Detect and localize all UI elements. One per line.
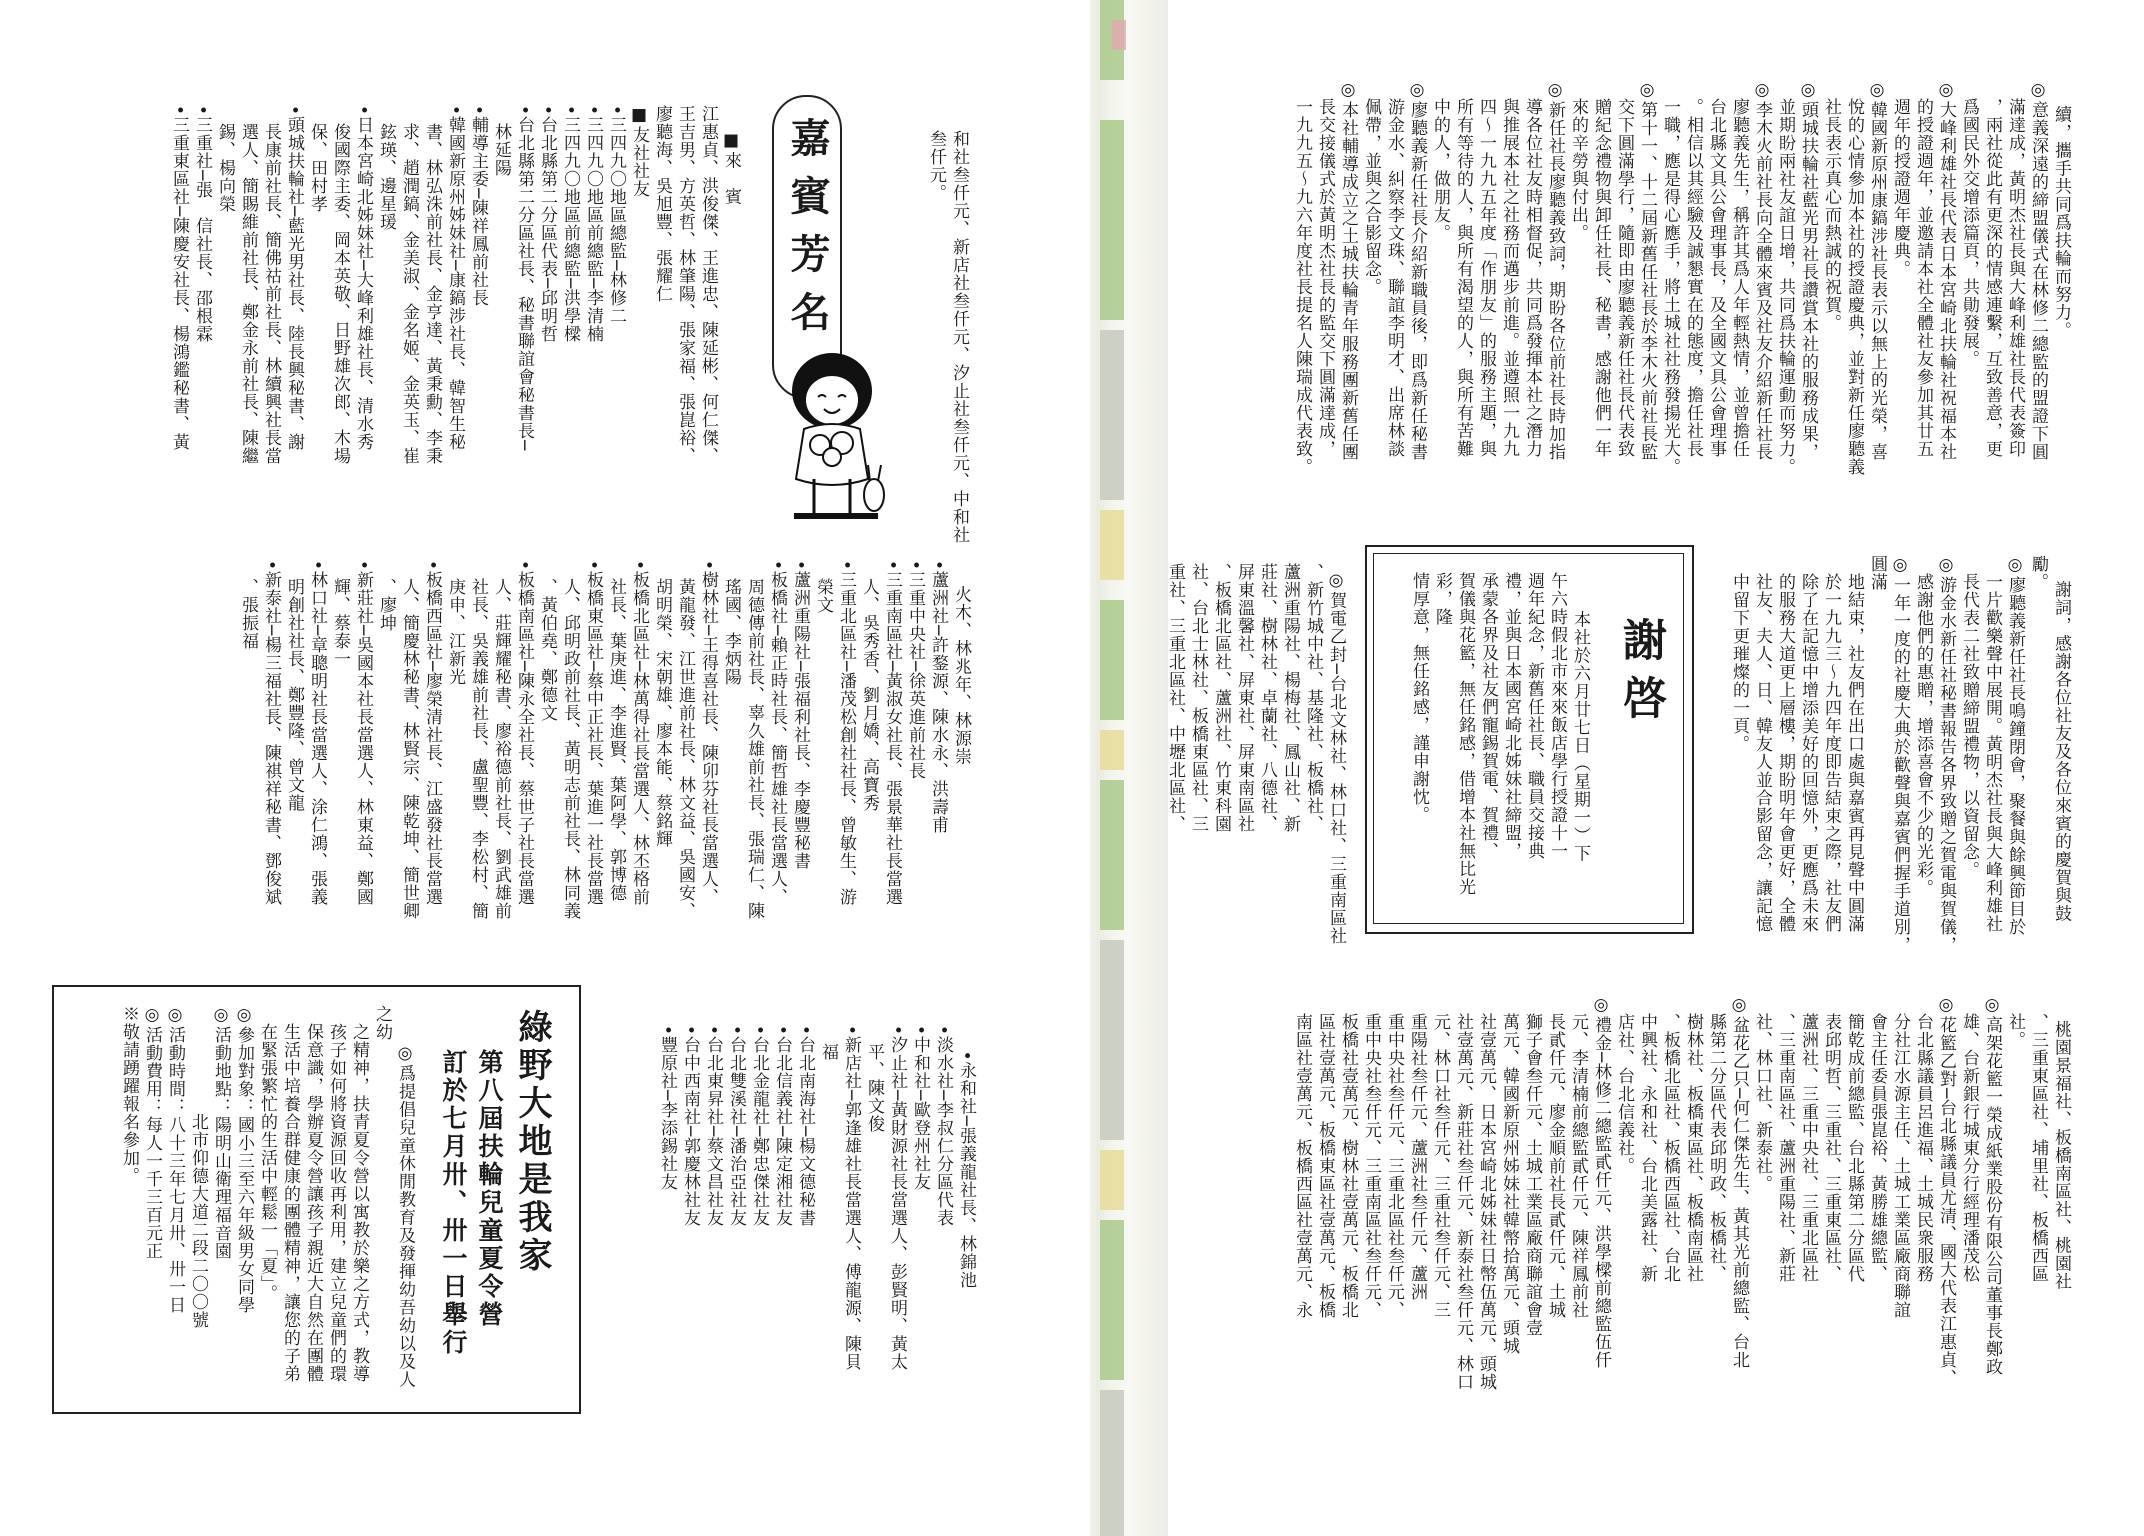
- tape-strip: [1100, 940, 1124, 1140]
- tape-strip: [1100, 600, 1124, 720]
- thanks-notice-text: [1384, 572, 1614, 912]
- telegram-lines: ◎賀電乙封─台北文林社、林口社、三重南區社 、新竹城中社、基隆社、板橋社、 蘆洲重陽社、楊梅社、鳳山社、新 莊社、樹林社、卓蘭社、八德社、 屏東溫馨社、屏東社、屏東南區社 、板橋北區社、蘆洲社、竹東科園 社、台北士林社、板橋東區社、三 重社、三重北區社、中壢北區社、: [1165, 563, 1346, 945]
- member-clubs-lines-2: •永和社─張義龍社長、林錦池 •淡水社─李叔仁分區代表 •中和社─歐登州社友 •汐止社─黃財源社長當選人、彭賢明、黃太 平、陳文俊 •新店社─郭逢雄社長當選人、傅龍源、陳貝 福 •台北南海社─楊文德秘書 •台北信義社─陳定湘社友 •台北金龍社─鄭忠傑社友 •台北雙溪社─潘治亞社友 •台北東昇社─蔡文昌社友 •台中西南社─郭慶林社友 •豐原社─李添錫社友: [657, 1025, 976, 1372]
- gift-donors-column: 和社叁仟元、新店社叁仟元、汐止社叁仟元、中和社叁仟元。: [926, 130, 969, 544]
- tape-strip: [1112, 20, 1126, 50]
- thanks-heading: 謝啓: [1615, 617, 1666, 733]
- tape-strip: [1100, 330, 1124, 500]
- flowers-and-gifts-list: [1180, 995, 2095, 1495]
- tape-strip: [1100, 730, 1124, 770]
- closing-remarks: [1729, 555, 2095, 955]
- tape-strip: [1100, 510, 1124, 580]
- thanks-notice-lines: 本社於六月廿七日（星期一）下 午六時假北市來來飯店學行授證十一 週年紀念，新舊任社長、職員交接典 禮，並與日本國宮崎北姊妹社締盟， 承蒙各界及社友們寵錫賀電、賀禮、 賀儀與花籃，無任銘感，借增本社無比光彩，隆 情厚意，無任銘感，謹申謝忱。: [1409, 572, 1590, 896]
- ceremony-report-lines: 續，攜手共同爲扶輪而努力。 ◎意義深遠的締盟儀式在林修二總監的盟證下圓 滿達成，黃明杰社長與大峰利雄社長代表簽印 ，兩社從此有更深的情感連繫，互致善意，更 爲國民外交增添篇頁，共勛發展。 ◎大峰利雄社長代表日本宮崎北扶輪社祝福本社 的授證週年，並邀請本社全體社友參加其廿五 週年的授證週年慶典。 ◎韓國新原州康鎬涉社長表示以無上的光榮，喜 悅的心情參加本社的授證慶典，並對新任廖聽義 社長表示真心而熱誠的祝賀。 ◎頭城扶輪社藍光男社長讚賞本社的服務成果， 並期盼兩社友誼日增，共同爲扶輪運動而努力。 ◎李木火前社長向全體來賓及社友介紹新任社長 廖聽義先生，稱許其爲人年輕熱情，並曾擔任 台北縣文具公會理事長，及全國文具公會理事 。相信以其經驗及誠懇實在的態度，擔任社長 一職，應是得心應手，將土城社社務發揚光大。 ◎第十一、十二屆新舊任社長於李木火前社長監 交下圓滿學行，隨即由廖聽義新任社長代表致 贈紀念禮物與卸任社長、秘書，感謝他們一年 來的辛勞與付出。 ◎新任社長廖聽義致詞，期盼各位前社長時加指 導各位社友時相督促，共同爲發揮本社之潛力 與推展本社之社務而邁步前進。並遵照一九九 四～一九九五年度「作朋友」的服務主題，與 所有等待的人，與所有渴望的人，與所有苦難 中的人，做朋友。 ◎廖聽義新任社長介紹新職員後，即爲新任秘書 游金水、糾察李文珠、聯誼李明才、出席林談 佩帶，並與之合影留念。 ◎本社輔導成立之土城扶輪青年服務團新舊任團 長交接儀式於黃明杰社長的監交下圓滿達成， 一九九五～九六年度社長提名人陳瑞成代表致。: [1292, 80, 2071, 476]
- camp-date: 訂於七月卅、卅一日舉行: [439, 1049, 468, 1357]
- flowers-gifts-lines: 桃園景福社、板橋南區社、桃園社 、三重東區社、埔里社、板橋西區 社。 ◎高架花籃一榮成紙業股份有限公司董事長鄭政 雄、台新銀行城東分行經理潘茂松 ◎花籃乙對─台北縣議員尤清、國大代表江惠貞、 台北縣議員呂進福、土城民衆服務 分社江水源主任、土城工業區廠商聯誼 會主任委員張崑裕、黃勝雄總監、 簡乾成前總監、台北縣第二分區代 表邱明哲、三重社、三重東區社、 蘆洲社、三重中央社、三重北區社 、三重南區社、蘆洲重陽社、新莊 社、林口社、新泰社。 ◎盆花乙只─何仁傑先生、黃其光前總監、台北 縣第二分區代表邱明政、板橋社、 樹林社、板橋東區社、板橋南區社 、板橋北區社、板橋西區社、台北 中興社、永和社、台北美露社、新 店社、台北信義社。 ◎禮金─林修二總監貳仟元、洪學樑前總監伍仟 元、李清楠前總監貳仟元、陳祥鳳前社 長貳仟元、廖金順前社長貳仟元、土城 獅子會叁仟元、土城工業區廠商聯誼會壹 萬元、韓國新原州姊妹社韓幣拾萬元、頭城 社壹萬元、日本宮崎北姊妹社日幣伍萬元、頭城 社壹萬元、新莊社叁仟元、新泰社叁仟元、林口 元、林口社叁仟元、三重社叁仟元、三 重陽社叁仟元、蘆洲社叁仟元、蘆洲 重中央社叁仟元、三重北區社叁仟元、 重中央社叁仟元、三重南區社叁仟元、 板橋社壹萬元、樹林社壹萬元、板橋北 區社壹萬元、板橋東區社壹萬元、板橋 南區社壹萬元、板橋西區社壹萬元、永: [1292, 995, 2071, 1391]
- closing-remarks-lines: 謝詞，感謝各位社友及各位來賓的慶賀與鼓勵。 ◎廖聽義新任社長鳴鐘閉會，聚餐與餘興節目於 一片歡樂聲中展開。黃明杰社長與大峰利雄社 長代表二社致贈締盟禮物，以資留念。 ◎游金水新任社秘書報告各界致贈之賀電與賀儀， 感謝他們的惠贈，增添喜會不少的光彩。 ◎一年一度的社慶大典於歡聲與嘉賓們握手道別，圓滿 地結束，社友們在出口處與嘉賓再見聲中圓滿 於一九九三～九四年度即告結束之際，社友們 除了在記憶中增添美好的回憶外，更應爲未來 的服務大道更上層樓，期盼明年會更好，全體 社友、夫人、日、韓友人並合影留念，讓記憶 中留下更璀燦的一頁。: [1729, 555, 2071, 954]
- member-clubs-list: [60, 560, 995, 980]
- thanks-notice-box: [1365, 545, 1694, 934]
- camp-subtitle: 第八屆扶輪兒童夏令營: [475, 1049, 504, 1329]
- member-clubs-lines: 火木、林兆年、林源崇 •蘆洲社─許鍪源、陳水永、洪壽甫 •三重中央社─徐英進前社長 •三重南區社─黃淑女社長、張景華社長當選 人、吳秀香、劉月嬌、高寶秀 •三重北區社─潘茂松創社社長、曾敏生、游 榮文 •蘆洲重陽社─張福利社長、李慶豐秘書 •板橋社─賴正時社長、簡哲雄社長當選人、 周德傳前社長、辜久雄前社長、張瑞仁、陳 瑤國、李炳陽 •樹林社─王得喜社長、陳卯芬社長當選人、 黃龍發、江世進前社長、林文益、吳國安、 胡明榮、宋朝雄、廖本能、蔡銘輝 •板橋北區社─林萬得社長當選人、林丕格前 社長、葉庚進、李進賢、葉阿學、郭博德 •板橋東區社─蔡中正社長、葉進一社長當選 人、邱明政前社長、黃明志前社長、林同義 、黃伯堯、鄭德文 •板橋南區社─陳永全社長、蔡世子社長當選 人、莊輝耀秘書、廖裕德前社長、劉武雄前 社長、吳義雄前社長、盧聖豐、李松村、簡 庚申、江新光 •板橋西區社─廖榮清社長、江盛發社長當選 人、簡慶林秘書、林賢宗、陳乾坤、簡世卿 、廖坤 •新莊社─吳國本社長當選人、林東益、鄭國 輝、蔡泰一 •林口社─章聰明社長當選人、涂仁鴻、張義 明創社社長、鄭豐隆、曾文龍 •新泰社─楊三福社長、陳祺祥秘書、鄧俊斌 、張振福: [238, 560, 971, 920]
- tape-strip: [1100, 1150, 1124, 1210]
- camp-details: [69, 1005, 439, 1400]
- camp-title: 綠野大地是我家: [512, 1009, 552, 1275]
- guests-list: [40, 105, 765, 605]
- summer-camp-box: [52, 985, 581, 1414]
- tape-strip: [1100, 1220, 1124, 1380]
- member-clubs-list-2: [590, 1025, 1000, 1505]
- guest-title: 嘉賓芳名: [784, 117, 831, 349]
- camp-details-lines: ◎爲提倡兒童休閒教育及發揮幼吾幼以及人之幼 之精神，扶青夏令營以寓教於樂之方式，教導 孩子如何將資源回收再利用，建立兒童們的環 保意識，學辦夏令營讓孩子親近大自然在團體 生活中培養合群健康的團體精神，讓您的子弟 在緊張繁忙的生活中輕鬆一「夏」。 ◎參加對象：國小三至六年級男女同學 ◎活動地點：陽明山衛理福音園 北市仰德大道二段二〇〇號 ◎活動時間：八十三年七月卅、卅一日 ◎活動費用：每人一千三百元正 ※敬請踴躍報名參加。: [119, 1005, 415, 1389]
- tape-strip: [1100, 120, 1124, 320]
- tape-strip: [1100, 1390, 1124, 1536]
- congratulatory-telegrams: [1165, 545, 1370, 945]
- cartoon-girl-illustration: [770, 345, 900, 535]
- ceremony-report: [1190, 80, 2095, 540]
- tape-strip: [1100, 780, 1124, 930]
- guests-list-lines: ■來 賓 江惠貞、洪俊傑、王進忠、陳延彬、何仁傑、 王吉男、方英哲、林肇陽、張家福、張崑裕、 廖聽海、吳旭豐、張耀仁 ■友社社友 •三四九〇地區總監─林修二 •三四九〇地區前總監─李清楠 •三四九〇地區前總監─洪學樑 •台北縣第二分區代表─邱明哲 •台北縣第二分區社長、秘書聯誼會秘書長─ 林延陽 •輔導主委─陳祥鳳前社長 •韓國新原州姊妹社─康鎬涉社長、韓智生秘 書、林弘洙前社長、金亨達、黃秉勳、李秉 求、趙潤鎬、金美淑、金名姬、金英玉、崔 鉉瑛、邊星瑗 •日本宮崎北姊妹社─大峰利雄社長、清水秀 俊國際主委、岡本英敬、日野雄次郎、木場 保、田村孝 •頭城扶輪社─藍光男社長、陸長興秘書、謝 長康前社長、簡佛祜前社長、林續興社長當 選人、簡賜維前社長、鄭金永前社長、陳繼 錫、楊向榮 •三重社─張 信社長、邵根霖 •三重東區社─陳慶安社長、楊鴻鑑秘書、黃: [169, 105, 741, 465]
